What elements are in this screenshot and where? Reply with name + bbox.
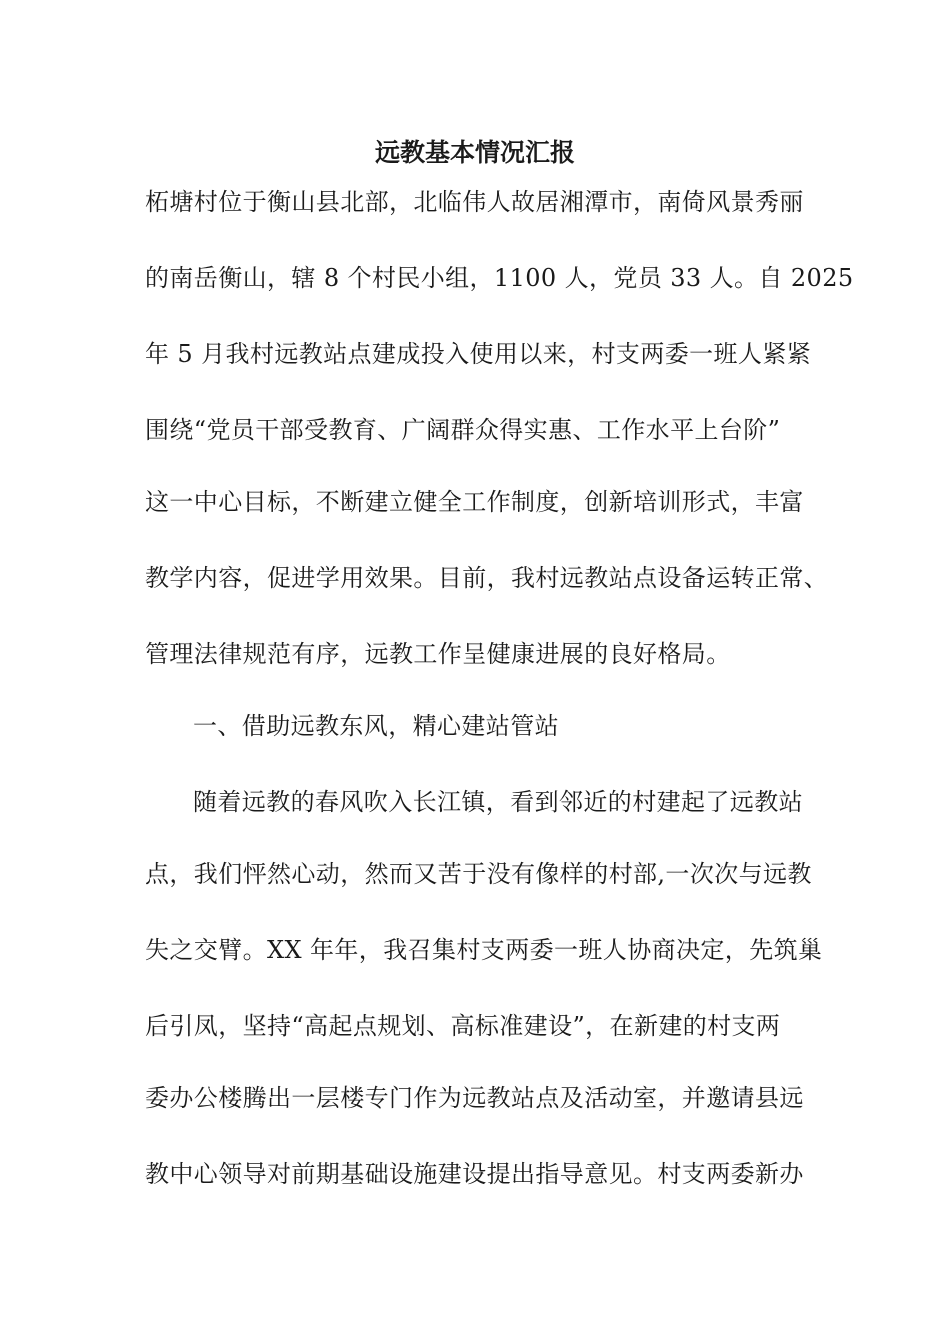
paragraph-line: 点，我们怦然心动，然而又苦于没有像样的村部,一次次与远教	[145, 860, 812, 888]
paragraph-line: 教学内容，促进学用效果。目前，我村远教站点设备运转正常、	[145, 564, 829, 592]
paragraph-line: 后引凤，坚持“高起点规划、高标准建设”，在新建的村支两	[145, 1012, 781, 1040]
section-heading: 一、借助远教东风，精心建站管站	[193, 712, 559, 740]
paragraph-line: 管理法律规范有序，远教工作呈健康进展的良好格局。	[145, 640, 731, 668]
paragraph-line: 围绕“党员干部受教育、广阔群众得实惠、工作水平上台阶”	[145, 416, 781, 444]
paragraph-line: 这一中心目标，不断建立健全工作制度，创新培训形式，丰富	[145, 488, 804, 516]
paragraph-line: 教中心领导对前期基础设施建设提出指导意见。村支两委新办	[145, 1160, 804, 1188]
paragraph-line: 的南岳衡山，辖 8 个村民小组，1100 人，党员 33 人。自 2025	[145, 264, 854, 292]
paragraph-line: 失之交臂。XX 年年，我召集村支两委一班人协商决定，先筑巢	[145, 936, 823, 964]
document-title: 远教基本情况汇报	[374, 138, 575, 167]
paragraph-line: 随着远教的春风吹入长江镇，看到邻近的村建起了远教站	[193, 788, 803, 816]
paragraph-line: 柘塘村位于衡山县北部，北临伟人故居湘潭市，南倚风景秀丽	[145, 188, 804, 216]
paragraph-line: 年 5 月我村远教站点建成投入使用以来，村支两委一班人紧紧	[145, 340, 812, 368]
paragraph-line: 委办公楼腾出一层楼专门作为远教站点及活动室，并邀请县远	[145, 1084, 804, 1112]
